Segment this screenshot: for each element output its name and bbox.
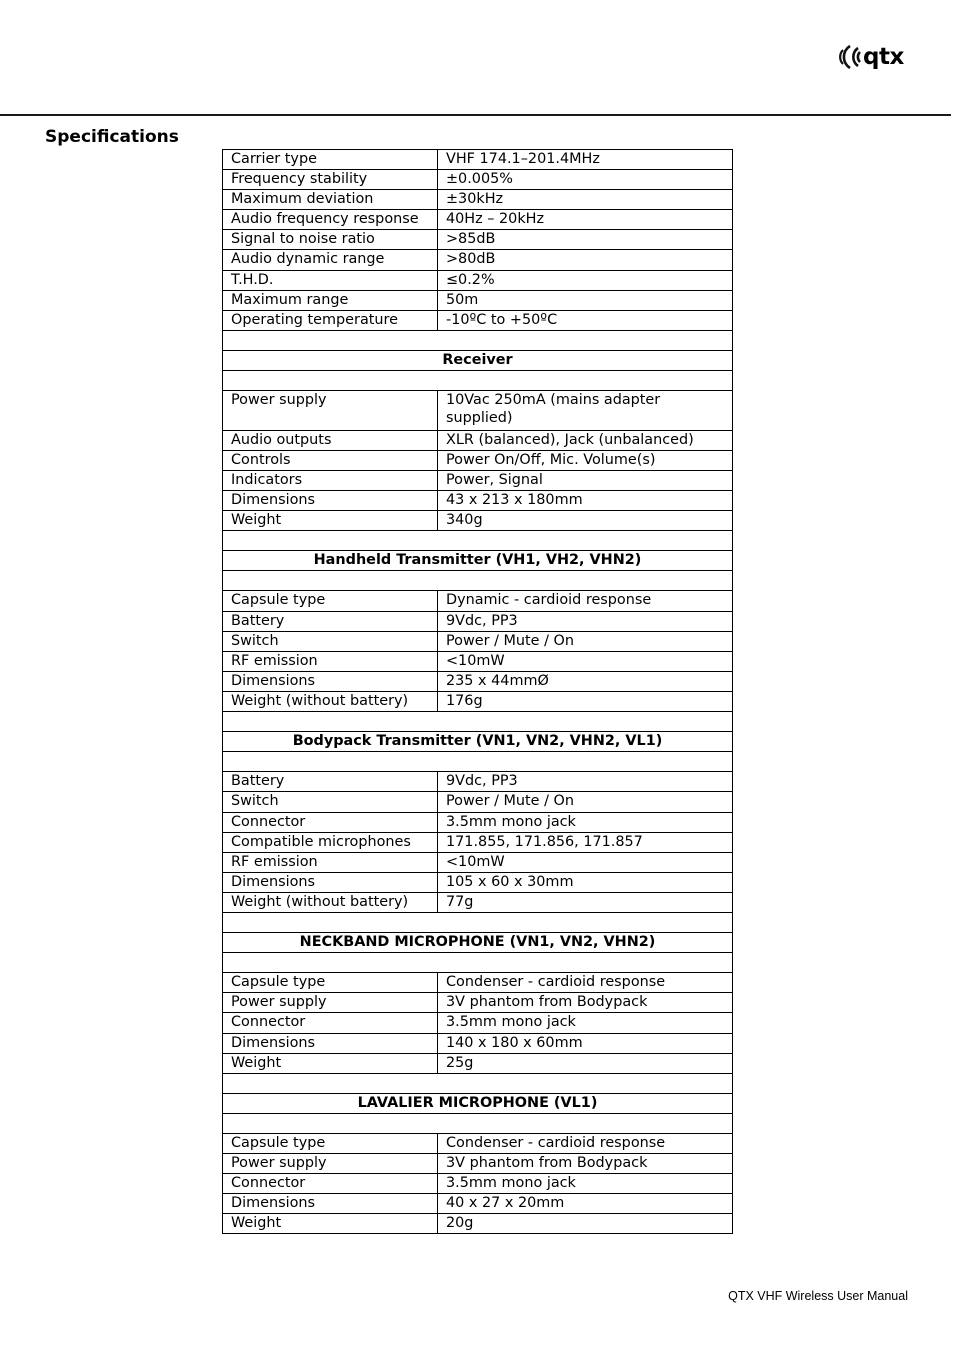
spec-label: Power supply — [223, 1154, 438, 1174]
spec-value: ±30kHz — [438, 190, 733, 210]
spec-label: Capsule type — [223, 973, 438, 993]
spec-label: Dimensions — [223, 872, 438, 892]
spec-row — [223, 832, 733, 852]
sound-waves-icon — [838, 44, 862, 70]
section-heading: Receiver — [223, 350, 733, 370]
spec-value: 3V phantom from Bodypack — [438, 993, 733, 1013]
spec-value: ≤0.2% — [438, 270, 733, 290]
spec-row — [223, 230, 733, 250]
spec-label: Operating temperature — [223, 310, 438, 330]
spec-row — [223, 892, 733, 912]
spec-row — [223, 671, 733, 691]
spacer-cell — [223, 571, 733, 591]
spacer-cell — [223, 1073, 733, 1093]
spec-row — [223, 872, 733, 892]
spec-label: T.H.D. — [223, 270, 438, 290]
spacer-row — [223, 531, 733, 551]
spec-row — [223, 1033, 733, 1053]
section-heading-row — [223, 1093, 733, 1113]
spec-value: 25g — [438, 1053, 733, 1073]
section-heading: Handheld Transmitter (VH1, VH2, VHN2) — [223, 551, 733, 571]
spec-label: Frequency stability — [223, 170, 438, 190]
spec-label: Controls — [223, 450, 438, 470]
spec-value: Condenser - cardioid response — [438, 973, 733, 993]
spacer-row — [223, 712, 733, 732]
spec-row — [223, 631, 733, 651]
spec-row — [223, 290, 733, 310]
spec-row — [223, 792, 733, 812]
spec-label: Weight (without battery) — [223, 691, 438, 711]
spec-label: Switch — [223, 631, 438, 651]
spec-label: Compatible microphones — [223, 832, 438, 852]
spacer-cell — [223, 371, 733, 391]
specifications-table-body — [223, 150, 733, 1234]
spec-value: 140 x 180 x 60mm — [438, 1033, 733, 1053]
spec-row — [223, 150, 733, 170]
spec-label: Power supply — [223, 391, 438, 431]
logo-text: qtx — [863, 43, 904, 70]
spec-label: Connector — [223, 812, 438, 832]
spec-value: Power / Mute / On — [438, 792, 733, 812]
spacer-cell — [223, 712, 733, 732]
spacer-cell — [223, 752, 733, 772]
spec-label: Maximum deviation — [223, 190, 438, 210]
spec-label: Capsule type — [223, 1134, 438, 1154]
specifications-table — [222, 149, 733, 1234]
section-heading-row — [223, 551, 733, 571]
spacer-cell — [223, 912, 733, 932]
spacer-row — [223, 752, 733, 772]
spec-value: Condenser - cardioid response — [438, 1134, 733, 1154]
spec-row — [223, 591, 733, 611]
spec-label: Power supply — [223, 993, 438, 1013]
spacer-row — [223, 371, 733, 391]
spec-value: 3.5mm mono jack — [438, 812, 733, 832]
spec-value: 20g — [438, 1214, 733, 1234]
spacer-cell — [223, 953, 733, 973]
spec-value: Power / Mute / On — [438, 631, 733, 651]
spec-value: 340g — [438, 511, 733, 531]
spec-row — [223, 651, 733, 671]
spec-label: Connector — [223, 1013, 438, 1033]
spec-value: Dynamic - cardioid response — [438, 591, 733, 611]
spec-row — [223, 210, 733, 230]
spec-row — [223, 430, 733, 450]
spec-label: Maximum range — [223, 290, 438, 310]
spec-row — [223, 1194, 733, 1214]
spec-row — [223, 250, 733, 270]
spec-row — [223, 973, 733, 993]
spacer-cell — [223, 1113, 733, 1133]
spec-label: Battery — [223, 611, 438, 631]
spec-row — [223, 812, 733, 832]
spec-label: Connector — [223, 1174, 438, 1194]
spec-label: Audio frequency response — [223, 210, 438, 230]
spec-label: Switch — [223, 792, 438, 812]
spec-row — [223, 852, 733, 872]
spec-value: ±0.005% — [438, 170, 733, 190]
spec-label: RF emission — [223, 651, 438, 671]
spacer-row — [223, 1073, 733, 1093]
spacer-row — [223, 1113, 733, 1133]
section-heading: NECKBAND MICROPHONE (VN1, VN2, VHN2) — [223, 933, 733, 953]
spec-row — [223, 190, 733, 210]
spec-label: Signal to noise ratio — [223, 230, 438, 250]
spec-value: 235 x 44mmØ — [438, 671, 733, 691]
spec-value: 3.5mm mono jack — [438, 1013, 733, 1033]
section-heading: Bodypack Transmitter (VN1, VN2, VHN2, VL1) — [223, 732, 733, 752]
spec-label: Indicators — [223, 470, 438, 490]
spec-value: 40Hz – 20kHz — [438, 210, 733, 230]
spec-value: XLR (balanced), Jack (unbalanced) — [438, 430, 733, 450]
spec-row — [223, 170, 733, 190]
section-heading: LAVALIER MICROPHONE (VL1) — [223, 1093, 733, 1113]
spec-label: Weight (without battery) — [223, 892, 438, 912]
spec-row — [223, 993, 733, 1013]
spec-label: Audio outputs — [223, 430, 438, 450]
spec-row — [223, 691, 733, 711]
spec-value: <10mW — [438, 852, 733, 872]
footer-text: QTX VHF Wireless User Manual — [728, 1289, 908, 1303]
section-heading-row — [223, 350, 733, 370]
spec-value: -10ºC to +50ºC — [438, 310, 733, 330]
spec-row — [223, 270, 733, 290]
spec-value: 40 x 27 x 20mm — [438, 1194, 733, 1214]
spec-value: 3V phantom from Bodypack — [438, 1154, 733, 1174]
spec-value: 9Vdc, PP3 — [438, 772, 733, 792]
spec-row — [223, 1174, 733, 1194]
spec-value: >85dB — [438, 230, 733, 250]
spec-label: Dimensions — [223, 491, 438, 511]
section-heading-row — [223, 933, 733, 953]
spec-row — [223, 470, 733, 490]
spec-label: Battery — [223, 772, 438, 792]
spec-row — [223, 391, 733, 431]
spec-row — [223, 450, 733, 470]
spec-value: >80dB — [438, 250, 733, 270]
spec-label: Weight — [223, 1053, 438, 1073]
spec-row — [223, 1214, 733, 1234]
spec-row — [223, 1013, 733, 1033]
page-title: Specifications — [45, 127, 179, 147]
brand-logo — [838, 42, 904, 72]
spacer-row — [223, 953, 733, 973]
spec-label: Capsule type — [223, 591, 438, 611]
spacer-row — [223, 330, 733, 350]
spec-row — [223, 1053, 733, 1073]
spec-label: Carrier type — [223, 150, 438, 170]
spacer-row — [223, 571, 733, 591]
spec-value: 105 x 60 x 30mm — [438, 872, 733, 892]
spec-row — [223, 611, 733, 631]
spec-row — [223, 1134, 733, 1154]
spacer-cell — [223, 330, 733, 350]
spec-row — [223, 772, 733, 792]
spec-label: Weight — [223, 511, 438, 531]
spacer-cell — [223, 531, 733, 551]
spec-value: 176g — [438, 691, 733, 711]
spec-row — [223, 1154, 733, 1174]
spec-value: Power, Signal — [438, 470, 733, 490]
spec-row — [223, 511, 733, 531]
spec-value: VHF 174.1–201.4MHz — [438, 150, 733, 170]
spec-label: Dimensions — [223, 1194, 438, 1214]
spec-value: 171.855, 171.856, 171.857 — [438, 832, 733, 852]
spec-value: 10Vac 250mA (mains adapter supplied) — [438, 391, 733, 431]
header-divider — [0, 114, 951, 116]
section-heading-row — [223, 732, 733, 752]
spec-label: Weight — [223, 1214, 438, 1234]
spec-value: <10mW — [438, 651, 733, 671]
spec-label: RF emission — [223, 852, 438, 872]
spec-value: 50m — [438, 290, 733, 310]
spec-label: Dimensions — [223, 1033, 438, 1053]
spec-value: Power On/Off, Mic. Volume(s) — [438, 450, 733, 470]
spec-value: 3.5mm mono jack — [438, 1174, 733, 1194]
spec-label: Audio dynamic range — [223, 250, 438, 270]
spec-row — [223, 310, 733, 330]
spec-value: 9Vdc, PP3 — [438, 611, 733, 631]
spec-value: 43 x 213 x 180mm — [438, 491, 733, 511]
spec-row — [223, 491, 733, 511]
spec-value: 77g — [438, 892, 733, 912]
spec-label: Dimensions — [223, 671, 438, 691]
spacer-row — [223, 912, 733, 932]
